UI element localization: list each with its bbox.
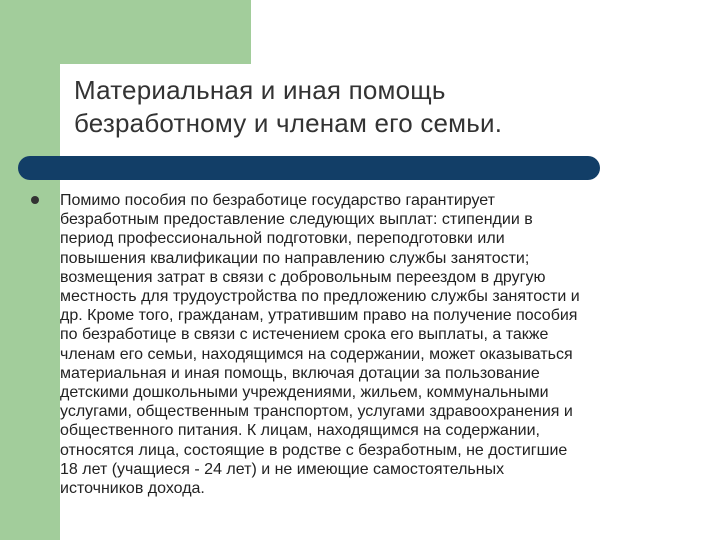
bullet-dot-icon <box>31 196 39 204</box>
bullet-text: Помимо пособия по безработице государство гарантирует безработным предоставление следующих выплат: стипендии в период профессиональной подготовки, переподготовки или повышения квалификации по направлению службы занятости; возмещения затрат в связи с добровольным переездом в другую местность для трудоустройства по предложению службы занятости и др. Кроме того, гражданам, утратившим право на получение пособия по безработице в связи с истечением срока его выплаты, а также членам его семьи, находящимся на содержании, может оказываться материальная и иная помощь, включая дотации за пользование детскими дошкольными учреждениями, жильем, коммунальными услугами, общественным транспортом, услугами здравоохранения и общественного питания. К лицам, находящимся на содержании, относятся лица, состоящие в родстве с безработным, не достигшие 18 лет (учащиеся - 24 лет) и не имеющие самостоятельных источников дохода. <box>60 192 580 498</box>
slide-title: Материальная и иная помощь безработному и членам его семьи. <box>74 75 503 138</box>
title-underline-bar <box>18 156 600 180</box>
green-side-bar <box>0 0 60 540</box>
green-top-block <box>60 0 251 64</box>
